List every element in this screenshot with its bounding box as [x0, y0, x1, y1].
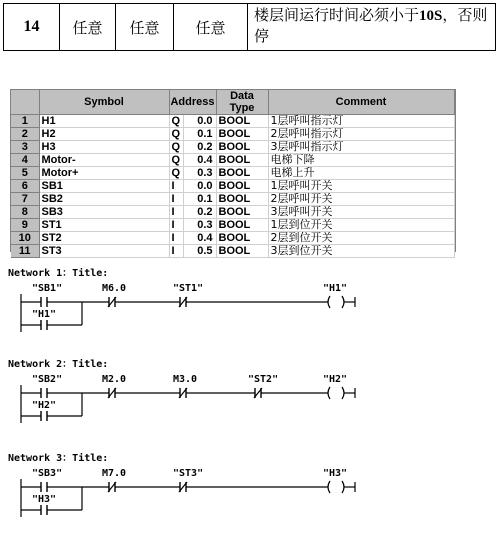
comment-cell[interactable]: 3层呼叫开关: [268, 206, 454, 219]
symbol-cell[interactable]: H2: [39, 128, 169, 141]
row-number: 6: [11, 180, 39, 193]
requirement-cell-3: 任意: [116, 4, 174, 51]
address-area-cell[interactable]: I: [169, 180, 183, 193]
contact-label: "ST1": [173, 283, 204, 294]
contact-label: M7.0: [102, 468, 127, 479]
address-area-cell[interactable]: Q: [169, 141, 183, 154]
comment-cell[interactable]: 2层呼叫指示灯: [268, 128, 454, 141]
data-type-cell[interactable]: BOOL: [216, 232, 268, 245]
data-type-cell[interactable]: BOOL: [216, 180, 268, 193]
symbol-cell[interactable]: H3: [39, 141, 169, 154]
ladder-diagram: [0, 467, 499, 537]
comment-cell[interactable]: 1层呼叫开关: [268, 180, 454, 193]
contact-label: "SB2": [32, 374, 63, 385]
comment-cell[interactable]: 2层呼叫开关: [268, 193, 454, 206]
address-area-cell[interactable]: Q: [169, 128, 183, 141]
contact-label: "ST2": [248, 374, 279, 385]
contact-label: M6.0: [102, 283, 127, 294]
header-data-type[interactable]: Data Type: [216, 90, 268, 115]
network-title: Network 2：Title:: [8, 359, 109, 370]
coil-label: "H3": [323, 468, 348, 479]
ladder-diagram: [0, 282, 499, 352]
address-area-cell[interactable]: I: [169, 232, 183, 245]
row-number: 5: [11, 167, 39, 180]
coil-icon[interactable]: [328, 387, 344, 399]
address-cell[interactable]: 0.4: [183, 154, 216, 167]
symbol-row[interactable]: [11, 115, 454, 128]
address-area-cell[interactable]: Q: [169, 154, 183, 167]
address-cell[interactable]: 0.4: [183, 232, 216, 245]
symbol-cell[interactable]: ST3: [39, 245, 169, 258]
contact-label: "H3": [32, 494, 57, 505]
requirement-table: [3, 3, 496, 51]
row-number: 1: [11, 115, 39, 128]
comment-cell[interactable]: 电梯下降: [268, 154, 454, 167]
symbol-table-window: [10, 89, 456, 257]
requirement-desc-pre: 楼层间运行时间必须小于: [254, 8, 420, 24]
data-type-cell[interactable]: BOOL: [216, 245, 268, 258]
contact-label: "ST3": [173, 468, 204, 479]
symbol-cell[interactable]: Motor+: [39, 167, 169, 180]
comment-cell[interactable]: 1层到位开关: [268, 219, 454, 232]
data-type-cell[interactable]: BOOL: [216, 141, 268, 154]
contact-label: "SB1": [32, 283, 63, 294]
contact-label: "H2": [32, 400, 57, 411]
requirement-desc-bold: 10S: [419, 8, 443, 24]
row-number: 2: [11, 128, 39, 141]
ladder-rung[interactable]: [0, 467, 499, 537]
symbol-cell[interactable]: H1: [39, 115, 169, 128]
address-cell[interactable]: 0.0: [183, 115, 216, 128]
no-contact-icon[interactable]: [41, 482, 47, 492]
header-comment[interactable]: Comment: [268, 90, 454, 115]
symbol-cell[interactable]: SB3: [39, 206, 169, 219]
address-area-cell[interactable]: I: [169, 245, 183, 258]
address-area-cell[interactable]: Q: [169, 167, 183, 180]
nc-contact-icon[interactable]: [179, 482, 187, 492]
symbol-row[interactable]: [11, 219, 454, 232]
symbol-cell[interactable]: SB1: [39, 180, 169, 193]
address-area-cell[interactable]: I: [169, 219, 183, 232]
symbol-row[interactable]: [11, 232, 454, 245]
ladder-rung[interactable]: [0, 373, 499, 443]
corner-header: [11, 90, 39, 115]
no-contact-icon[interactable]: [41, 297, 47, 307]
address-area-cell[interactable]: I: [169, 206, 183, 219]
symbol-row[interactable]: [11, 167, 454, 180]
requirement-number: 14: [4, 4, 60, 51]
address-cell[interactable]: 0.3: [183, 167, 216, 180]
address-cell[interactable]: 0.3: [183, 219, 216, 232]
address-cell[interactable]: 0.2: [183, 206, 216, 219]
address-area-cell[interactable]: I: [169, 193, 183, 206]
address-cell[interactable]: 0.5: [183, 245, 216, 258]
coil-icon[interactable]: [328, 481, 344, 493]
symbol-row[interactable]: [11, 128, 454, 141]
data-type-cell[interactable]: BOOL: [216, 193, 268, 206]
address-cell[interactable]: 0.0: [183, 180, 216, 193]
symbol-row[interactable]: [11, 206, 454, 219]
contact-label: M3.0: [173, 374, 198, 385]
nc-contact-icon[interactable]: [179, 388, 187, 398]
ladder-rung[interactable]: [0, 282, 499, 352]
row-number: 9: [11, 219, 39, 232]
row-number: 4: [11, 154, 39, 167]
symbol-row[interactable]: [11, 245, 454, 258]
requirement-desc-post: ，否则停: [254, 8, 488, 45]
network-title: Network 3：Title:: [8, 453, 109, 464]
symbol-cell[interactable]: SB2: [39, 193, 169, 206]
data-type-cell[interactable]: BOOL: [216, 128, 268, 141]
address-area-cell[interactable]: Q: [169, 115, 183, 128]
requirement-cell-4: 任意: [174, 4, 248, 51]
header-address[interactable]: Address: [169, 90, 216, 115]
data-type-cell[interactable]: BOOL: [216, 219, 268, 232]
symbol-table: [11, 90, 455, 258]
symbol-cell[interactable]: Motor-: [39, 154, 169, 167]
comment-cell[interactable]: 2层到位开关: [268, 232, 454, 245]
no-contact-icon[interactable]: [41, 505, 47, 515]
coil-label: "H1": [323, 283, 348, 294]
data-type-cell[interactable]: BOOL: [216, 154, 268, 167]
contact-label: M2.0: [102, 374, 127, 385]
address-cell[interactable]: 0.1: [183, 128, 216, 141]
symbol-cell[interactable]: ST1: [39, 219, 169, 232]
requirement-cell-2: 任意: [60, 4, 116, 51]
nc-contact-icon[interactable]: [108, 482, 116, 492]
symbol-row[interactable]: [11, 193, 454, 206]
coil-label: "H2": [323, 374, 348, 385]
nc-contact-icon[interactable]: [108, 388, 116, 398]
nc-contact-icon[interactable]: [254, 388, 262, 398]
requirement-row: [4, 4, 496, 51]
nc-contact-icon[interactable]: [179, 297, 187, 307]
header-symbol[interactable]: Symbol: [39, 90, 169, 115]
row-number: 3: [11, 141, 39, 154]
contact-label: "SB3": [32, 468, 63, 479]
address-cell[interactable]: 0.2: [183, 141, 216, 154]
comment-cell[interactable]: 3层呼叫指示灯: [268, 141, 454, 154]
contact-label: "H1": [32, 309, 57, 320]
address-cell[interactable]: 0.1: [183, 193, 216, 206]
network-title: Network 1：Title:: [8, 268, 109, 279]
row-number: 7: [11, 193, 39, 206]
comment-cell[interactable]: 电梯上升: [268, 167, 454, 180]
symbol-row[interactable]: [11, 180, 454, 193]
row-number: 11: [11, 245, 39, 258]
coil-icon[interactable]: [328, 296, 344, 308]
symbol-row[interactable]: [11, 154, 454, 167]
requirement-description: [248, 4, 496, 51]
no-contact-icon[interactable]: [41, 320, 47, 330]
data-type-cell[interactable]: BOOL: [216, 206, 268, 219]
symbol-row[interactable]: [11, 141, 454, 154]
data-type-cell[interactable]: BOOL: [216, 115, 268, 128]
symbol-table-header: [11, 90, 454, 115]
symbol-cell[interactable]: ST2: [39, 232, 169, 245]
no-contact-icon[interactable]: [41, 388, 47, 398]
row-number: 10: [11, 232, 39, 245]
comment-cell[interactable]: 1层呼叫指示灯: [268, 115, 454, 128]
nc-contact-icon[interactable]: [108, 297, 116, 307]
data-type-cell[interactable]: BOOL: [216, 167, 268, 180]
comment-cell[interactable]: 3层到位开关: [268, 245, 454, 258]
no-contact-icon[interactable]: [41, 411, 47, 421]
row-number: 8: [11, 206, 39, 219]
